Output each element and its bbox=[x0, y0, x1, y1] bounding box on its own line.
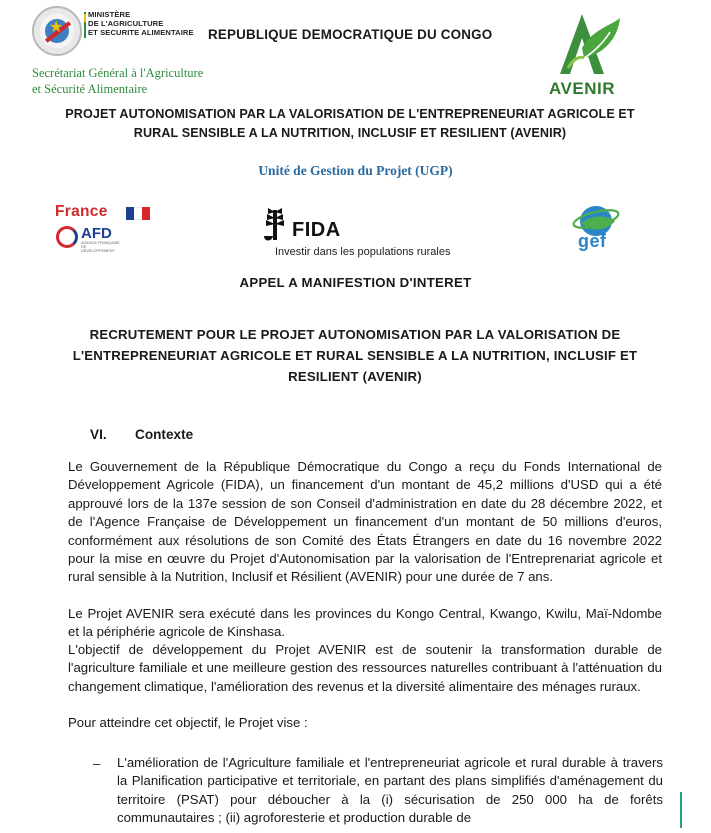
afd-subtitle: AGENCE FRANÇAISE DE DÉVELOPPEMENT bbox=[81, 241, 120, 253]
fida-logo-text: FIDA bbox=[292, 219, 341, 241]
afd-logo-text: AFD bbox=[81, 225, 112, 242]
bullet-marker: – bbox=[93, 756, 101, 771]
recruitment-heading bbox=[40, 324, 670, 387]
fida-tagline: Investir dans les populations rurales bbox=[275, 246, 451, 258]
seal-star-icon: ★ bbox=[49, 19, 64, 36]
project-title-line: RURAL SENSIBLE A LA NUTRITION, INCLUSIF ET RESILIENT (AVENIR) bbox=[133, 126, 567, 140]
project-title-line: PROJET AUTONOMISATION PAR LA VALORISATION DE L'ENTREPRENEURIAT AGRICOLE ET bbox=[65, 107, 635, 121]
section-title: Contexte bbox=[135, 427, 194, 442]
paragraph-objective: L'objectif de développement du Projet AVENIR est de soutenir la transformation durable de l'agriculture familiale et une meilleure gestion des ressources naturelles contribuant à l'atténuation du changement climatique, l'amélioration des revenus et la diversité alimentaire des ménages ruraux. bbox=[68, 642, 662, 694]
paragraph-aims-intro: Pour atteindre cet objectif, le Projet vise : bbox=[68, 715, 308, 730]
seal-emblem bbox=[45, 19, 69, 43]
project-title bbox=[40, 105, 660, 143]
avenir-logo-text: AVENIR bbox=[549, 79, 615, 98]
call-heading: APPEL A MANIFESTION D'INTERET bbox=[239, 275, 472, 290]
secretariat-name bbox=[32, 66, 232, 97]
afd-ring-icon bbox=[56, 226, 78, 248]
section-number: VI. bbox=[90, 427, 107, 442]
margin-pen-mark bbox=[680, 792, 682, 828]
recruitment-line: RESILIENT (AVENIR) bbox=[288, 369, 422, 384]
ministry-flag-accent bbox=[84, 14, 86, 22]
secretariat-line: et Sécurité Alimentaire bbox=[32, 81, 148, 96]
secretariat-line: Secrétariat Général à l'Agriculture bbox=[32, 66, 204, 80]
fida-wheat-icon bbox=[262, 206, 288, 242]
gef-logo-text: gef bbox=[578, 231, 607, 251]
paragraph-provinces: Le Projet AVENIR sera exécuté dans les provinces du Kongo Central, Kwango, Kwilu, Maï-Ndombe et la périphérie agricole de Kinshasa. bbox=[68, 606, 662, 640]
ministry-line: DE L'AGRICULTURE bbox=[88, 19, 164, 29]
list-item: L'amélioration de l'Agriculture familiale et l'entrepreneuriat agricole et rural durable à travers la Planification participative et territoriale, en partant des plans simplifiés d'aménagement du territoire (PSAT) pour déboucher à la (i) sécurisation de 250 000 ha de forêts communautaires ; (ii) agroforesterie et production durable de bbox=[117, 755, 663, 826]
paragraph-financing: Le Gouvernement de la République Démocratique du Congo a reçu du Fonds International de Développement Agricole (FIDA), un financement d'un montant de 45,2 millions d'USD qui a été approuvé lors de la 137e session de son Conseil d'administration en date du 28 décembre 2022, et de l'Agence Française de Développement un financement d'un montant de 50 millions d'euros, conformément aux résolutions de son Comité des États Étrangers en date du 16 novembre 2022 pour la mise en œuvre du Projet d'Autonomisation par la valorisation de l'Entreprenariat agricole et rural sensible à la Nutrition, Inclusif et Résilient (AVENIR) pour une durée de 7 ans. bbox=[68, 459, 662, 585]
section-heading bbox=[90, 427, 193, 442]
recruitment-line: L'ENTREPRENEURIAT AGRICOLE ET RURAL SENSIBLE A LA NUTRITION, INCLUSIF ET bbox=[72, 348, 638, 363]
france-logo-text: France bbox=[55, 203, 108, 220]
ministry-name bbox=[88, 10, 198, 38]
drc-coat-of-arms bbox=[32, 6, 82, 56]
unit-heading: Unité de Gestion du Projet (UGP) bbox=[258, 163, 453, 178]
french-flag-icon bbox=[126, 207, 150, 220]
recruitment-line: RECRUTEMENT POUR LE PROJET AUTONOMISATION PAR LA VALORISATION DE bbox=[89, 327, 621, 342]
ministry-line: MINISTÈRE bbox=[88, 10, 131, 19]
ministry-line: ET SECURITE ALIMENTAIRE bbox=[88, 28, 194, 38]
republic-heading: REPUBLIQUE DEMOCRATIQUE DU CONGO bbox=[208, 27, 493, 42]
